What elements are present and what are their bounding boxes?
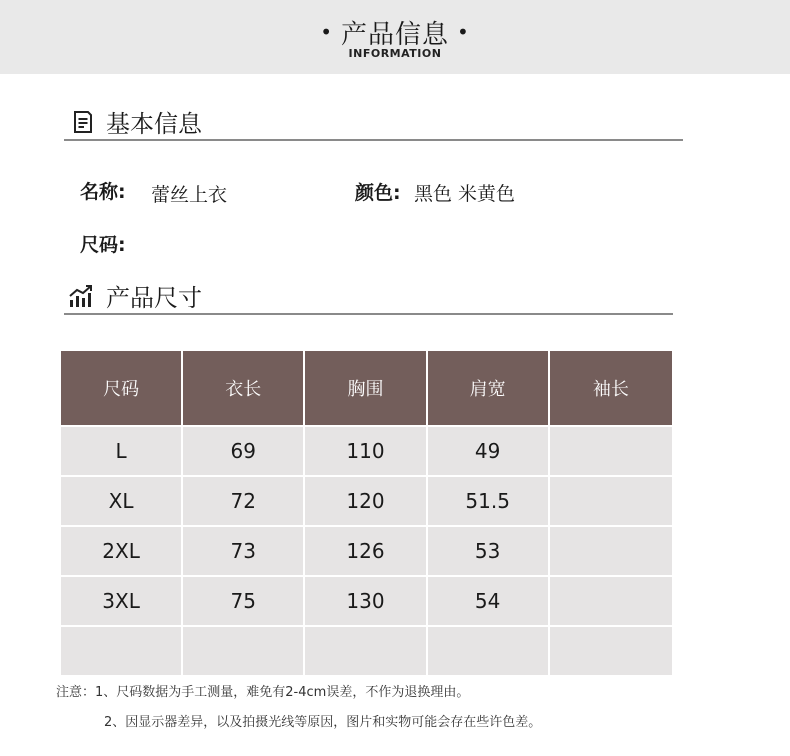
- table-cell: [550, 427, 672, 477]
- table-header-row: [61, 351, 672, 427]
- table-cell: 130: [305, 577, 427, 627]
- size-label: 尺码:: [80, 234, 126, 256]
- document-icon: [72, 110, 94, 134]
- page-title: [0, 14, 790, 51]
- table-row: [61, 577, 672, 627]
- size-section-title: 产品尺寸: [106, 284, 202, 312]
- note-line-1: 注意：1、尺码数据为手工测量，难免有2-4cm误差，不作为退换理由。: [56, 685, 470, 700]
- table-cell: 72: [183, 477, 305, 527]
- table-cell: 126: [305, 527, 427, 577]
- table-row: [61, 527, 672, 577]
- name-label: 名称:: [80, 181, 126, 203]
- color-label: 颜色:: [355, 182, 401, 204]
- table-cell: 2XL: [61, 527, 183, 577]
- header-banner: [0, 0, 790, 74]
- column-header: 衣长: [183, 351, 305, 427]
- table-cell: 75: [183, 577, 305, 627]
- table-cell: 54: [428, 577, 550, 627]
- table-cell: 49: [428, 427, 550, 477]
- table-cell: [550, 477, 672, 527]
- table-cell: L: [61, 427, 183, 477]
- table-cell: 69: [183, 427, 305, 477]
- chart-icon: [68, 283, 94, 309]
- table-cell: [550, 627, 672, 677]
- size-table: [61, 351, 672, 677]
- basic-info-heading: [72, 104, 202, 139]
- page-subtitle: INFORMATION: [348, 47, 442, 60]
- table-cell: [61, 627, 183, 677]
- note-line-2: 2、因显示器差异，以及拍摄光线等原因，图片和实物可能会存在些许色差。: [104, 715, 542, 730]
- table-cell: [550, 527, 672, 577]
- table-cell: [183, 627, 305, 677]
- table-cell: XL: [61, 477, 183, 527]
- color-value: 黑色 米黄色: [414, 183, 516, 205]
- title-text: 产品信息: [340, 20, 449, 50]
- table-row: [61, 627, 672, 677]
- table-cell: 110: [305, 427, 427, 477]
- table-cell: [550, 577, 672, 627]
- table-cell: 120: [305, 477, 427, 527]
- column-header: 袖长: [550, 351, 672, 427]
- table-cell: [428, 627, 550, 677]
- name-value: 蕾丝上衣: [151, 184, 228, 206]
- table-cell: 53: [428, 527, 550, 577]
- basic-info-title: 基本信息: [106, 110, 202, 138]
- right-dot: •: [457, 20, 470, 44]
- table-row: [61, 477, 672, 527]
- basic-info-divider: [64, 139, 683, 141]
- column-header: 尺码: [61, 351, 183, 427]
- size-section-heading: [68, 278, 202, 313]
- table-cell: 51.5: [428, 477, 550, 527]
- table-cell: [305, 627, 427, 677]
- table-row: [61, 427, 672, 477]
- left-dot: •: [320, 20, 333, 44]
- table-cell: 73: [183, 527, 305, 577]
- column-header: 肩宽: [428, 351, 550, 427]
- column-header: 胸围: [305, 351, 427, 427]
- size-section-divider: [64, 313, 673, 315]
- table-cell: 3XL: [61, 577, 183, 627]
